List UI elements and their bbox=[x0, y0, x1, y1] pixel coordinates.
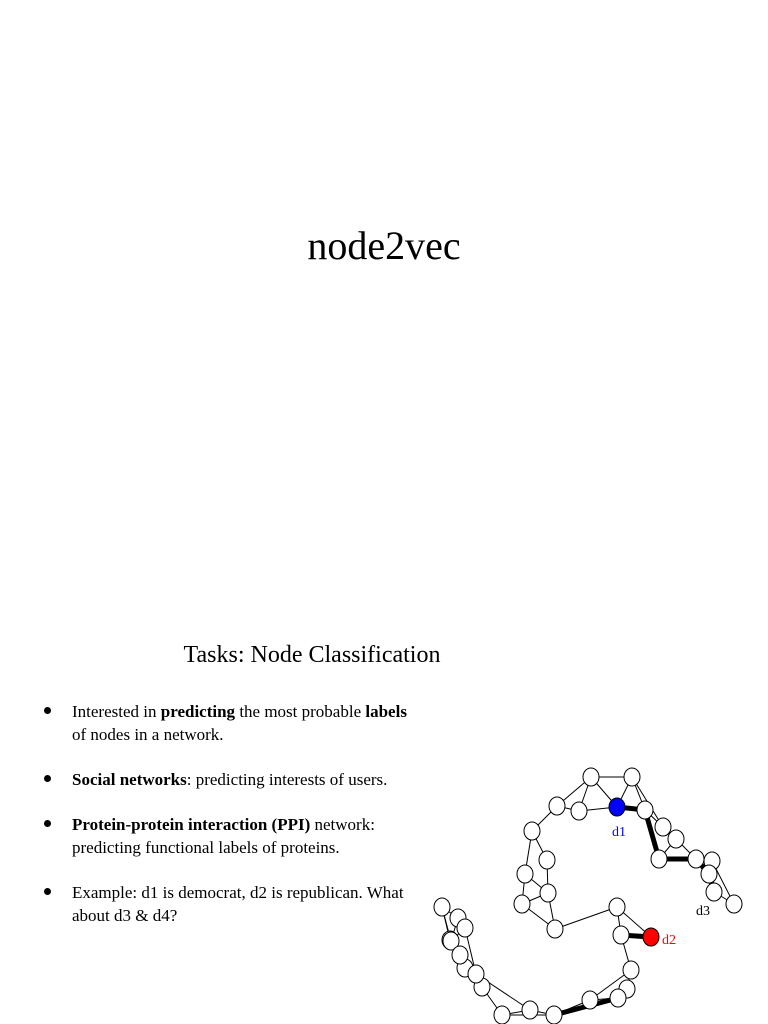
bullet-list bbox=[40, 700, 412, 949]
graph-node bbox=[522, 1001, 538, 1019]
graph-node bbox=[688, 850, 704, 868]
bullet-text: of nodes in a network. bbox=[72, 725, 224, 744]
graph-node bbox=[609, 898, 625, 916]
graph-node bbox=[624, 768, 640, 786]
graph-node bbox=[494, 1006, 510, 1024]
graph-node bbox=[701, 865, 717, 883]
graph-node bbox=[547, 920, 563, 938]
graph-node bbox=[457, 919, 473, 937]
bullet-bold-text: labels bbox=[365, 702, 407, 721]
graph-node bbox=[623, 961, 639, 979]
graph-edge bbox=[555, 907, 617, 929]
bullet-bold-text: Social networks bbox=[72, 770, 187, 789]
graph-node bbox=[651, 850, 667, 868]
bullet-item bbox=[40, 700, 412, 746]
graph-node bbox=[613, 926, 629, 944]
graph-node bbox=[546, 1006, 562, 1024]
graph-node bbox=[517, 865, 533, 883]
label-d2: d2 bbox=[662, 933, 676, 948]
graph-node bbox=[726, 895, 742, 913]
graph-node bbox=[610, 989, 626, 1007]
graph-node bbox=[571, 802, 587, 820]
label-d1: d1 bbox=[612, 825, 626, 840]
node-d1 bbox=[609, 798, 625, 816]
graph-node bbox=[514, 895, 530, 913]
graph-node bbox=[540, 884, 556, 902]
slide-subtitle: Tasks: Node Classification bbox=[183, 642, 441, 668]
bullet-text: : predicting interests of users. bbox=[186, 770, 388, 789]
label-d3: d3 bbox=[696, 904, 710, 919]
graph-node bbox=[706, 883, 722, 901]
bullet-item bbox=[40, 881, 412, 927]
bullet-text: Interested in bbox=[72, 702, 161, 721]
bullet-bold-text: predicting bbox=[160, 702, 236, 721]
graph-node bbox=[524, 822, 540, 840]
bullet-text: the most probable bbox=[235, 702, 366, 721]
slide-title: node2vec bbox=[307, 223, 461, 268]
graph-node bbox=[582, 991, 598, 1009]
graph-node bbox=[434, 898, 450, 916]
network-graph bbox=[420, 750, 768, 1024]
graph-node bbox=[583, 768, 599, 786]
bullet-text: Example: d1 is democrat, d2 is republican. What about d3 & d4? bbox=[72, 883, 404, 925]
bullet-bold-text: Protein-protein interaction (PPI) bbox=[72, 815, 311, 834]
graph-node bbox=[549, 797, 565, 815]
graph-node bbox=[637, 801, 653, 819]
graph-node bbox=[539, 851, 555, 869]
node-d2 bbox=[643, 928, 659, 946]
graph-node bbox=[468, 965, 484, 983]
graph-nodes bbox=[434, 768, 742, 1024]
graph-node bbox=[655, 818, 671, 836]
graph-node bbox=[452, 946, 468, 964]
bullet-text: network: predicting functional labels of proteins. bbox=[72, 815, 375, 857]
bullet-item bbox=[40, 813, 412, 859]
graph-node bbox=[668, 830, 684, 848]
bullet-item bbox=[40, 768, 412, 791]
